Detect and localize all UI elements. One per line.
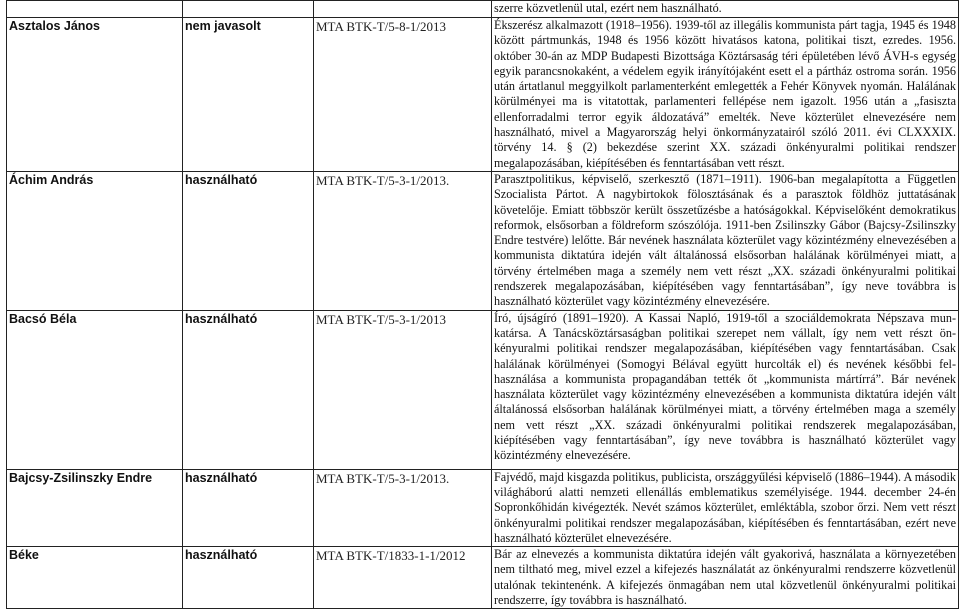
description-cell: Ékszerész alkalmazott (1918–1956). 1939-től az illegális kommunista párt tagja, 1945 és 1948 között pártmunkás, 1948 és 1956 között hivatásos katona, politikai tiszt, ezredes. 1956. október 30-án az MDP Budapesti Bizottsága Köztársaság téri épületében lévő ÁVH-s egység egyik parancsnokaként, a védelem egyik irányítójaként esett el a pártház ostroma során. 1956 után ártatlanul meggyilkolt parlamenterként emlegették a Fehér Könyvek nyomán. Halálának körülményei ma is vitatottak, parlamenteri fellépése nem igazolt. 1956 után a „fasiszta ellenforradalmi terror egyik áldozatává” emelték. Neve közterület elnevezésére nem használható, mivel a Magyarország helyi önkormányzatairól szóló 2011. évi CLXXXIX. törvény 14. § (2) bekezdése szerint XX. századi önkényuralmi politikai rendszer megalapozásában, kiépítésében és fenntartásában vett részt. [492, 18, 959, 172]
name-cell [7, 1, 183, 18]
description-cell: szerre közvetlenül utal, ezért nem használható. [492, 1, 959, 18]
reference-cell: MTA BTK-T/5-3-1/2013. [314, 469, 492, 546]
table-row [7, 18, 959, 172]
table-row [7, 171, 959, 310]
reference-cell: MTA BTK-T/1833-1-1/2012 [314, 547, 492, 609]
name-cell: Asztalos János [7, 18, 183, 172]
status-cell: nem javasolt [183, 18, 314, 172]
status-cell: használható [183, 171, 314, 310]
status-cell: használható [183, 469, 314, 546]
table-row [7, 1, 959, 18]
reference-cell [314, 1, 492, 18]
table-row [7, 469, 959, 546]
description-cell: Parasztpolitikus, képviselő, szerkesztő (1871–1911). 1906-ban megalapította a Független Szocialista Pártot. A nagybirtokok fölosztásának és a parasztok földhöz juttatásának követelője. Emiatt többször került összetűzésbe a hatóságokkal. Képviselőként demokratikus reformok, elsősorban a földreform szószólója. 1911-ben Zsilinszky Gábor (Bajcsy-Zsilinszky Endre testvére) lelőtte. Bár nevének használata közterület vagy közintézmény elnevezésében a kommunista diktatúra idején vált általánossá elsősorban halálának körülményei miatt, a törvény értelmében maga a személy nem vett részt „XX. századi önkényuralmi politikai rendszerek megalapozásában, kiépítésében vagy fenntartásában”, így neve továbbra is használható közterület vagy közintézmény elnevezésére. [492, 171, 959, 310]
description-cell: Fajvédő, majd kisgazda politikus, publicista, országgyűlési képviselő (1886–1944). A második világháború alatti nemzeti ellenállás emblematikus személyisége. 1944. december 24-én Sopronkőhidán kivégezték. Nevét számos közterület, emléktábla, szobor őrzi. Nem vett részt önkényuralmi politikai rendszer megalapozásában, kiépítésében és fenntartásában, ezért neve használható közterület elnevezésére. [492, 469, 959, 546]
name-cell: Béke [7, 547, 183, 609]
name-cell: Bajcsy-Zsilinszky Endre [7, 469, 183, 546]
street-name-table [6, 0, 959, 609]
status-cell: használható [183, 547, 314, 609]
description-cell: Író, újságíró (1891–1920). A Kassai Napló, 1919-től a szociáldemokrata Népszava munkatársa. A Tanácsköztársaságban politikai szerepet nem vállalt, így nem vett részt önkényuralmi politikai rendszer megalapozásában, kiépítésében vagy fenntartásában. Csak halálának körülményei (Somogyi Bélával együtt hurcolták el) és nevének későbbi felhasználása a kommunista propagandában tették őt „kommunista mártírrá”. Bár nevének használata közterület vagy közintézmény elnevezésében a kommunista diktatúra idején vált általánossá elsősorban halálának körülményei miatt, a törvény értelmében maga a személy nem vett részt „XX. századi önkényuralmi politikai rendszerek megalapozásában, kiépítésében vagy fenntartásában”, így neve továbbra is használható közterület vagy közintézmény elnevezésére. [492, 310, 959, 469]
reference-cell: MTA BTK-T/5-8-1/2013 [314, 18, 492, 172]
status-cell [183, 1, 314, 18]
table-row [7, 547, 959, 609]
table-row [7, 310, 959, 469]
description-cell: Bár az elnevezés a kommunista diktatúra idején vált gyakorivá, használata a környezetében nem tiltható meg, mivel ezzel a kifejezés használatát az önkényuralmi rendszerre közvetlenül utalónak tekintenénk. A kifejezés önmagában nem utal közvetlenül önkényuralmi politikai rendszerre, így továbbra is használható. [492, 547, 959, 609]
name-cell: Bacsó Béla [7, 310, 183, 469]
status-cell: használható [183, 310, 314, 469]
reference-cell: MTA BTK-T/5-3-1/2013 [314, 310, 492, 469]
name-cell: Áchim András [7, 171, 183, 310]
reference-cell: MTA BTK-T/5-3-1/2013. [314, 171, 492, 310]
